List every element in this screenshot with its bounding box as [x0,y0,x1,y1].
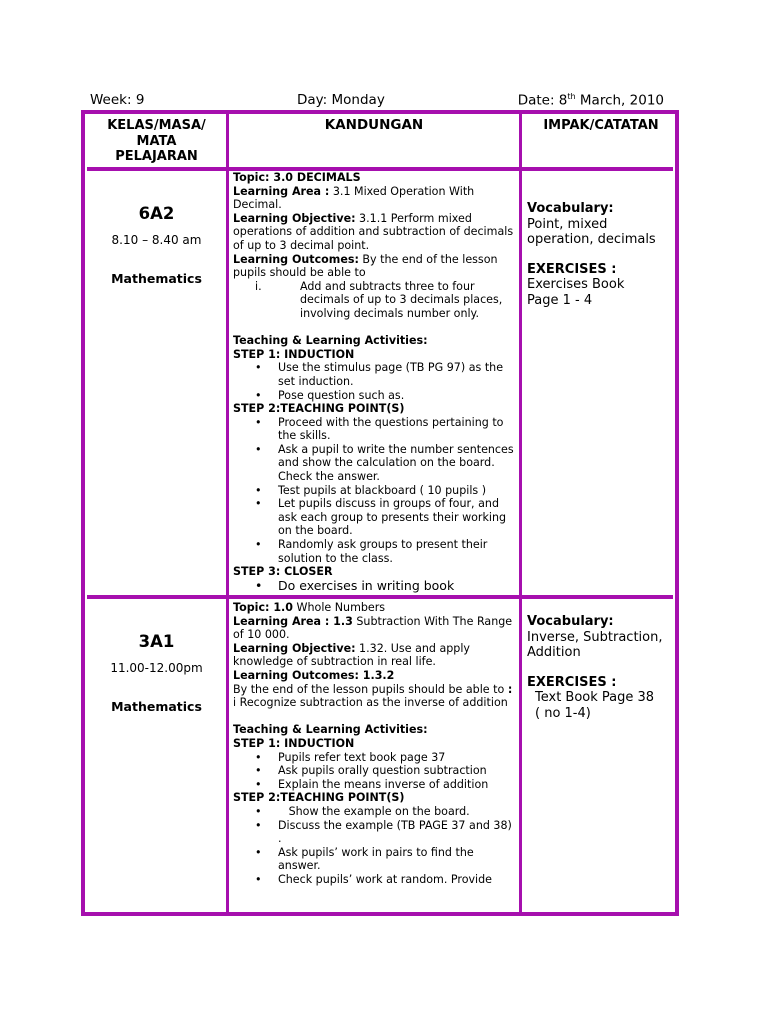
step-title: STEP 1: INDUCTION [233,347,355,361]
step-list [233,805,515,887]
learning-area: Learning Area : 3.1 Mixed Operation With Decimal. [233,184,475,212]
list-item: • Proceed with the questions pertaining to the skills. [233,416,515,443]
outcome-item: i Recognize subtraction as the inverse of addition [233,696,508,710]
list-item: • Ask a pupil to write the number sentences and show the calculation on the board. Check the answer. [233,443,515,484]
week-label: Week: 9 [90,92,145,108]
learning-outcomes: Learning Outcomes: By the end of the lesson pupils should be able to [233,252,498,280]
lesson-plan-table [81,110,679,916]
column-divider [226,114,229,912]
day-label: Day: Monday [297,92,385,108]
exercises-line: Text Book Page 38 [535,690,655,705]
list-item: • Pose question such as. [233,389,515,403]
vocabulary-label: Vocabulary: [527,201,614,216]
exercises-label: EXERCISES : [527,261,617,277]
outcomes-intro: By the end of the lesson pupils should be able to : [233,682,513,696]
step-list [233,751,515,792]
exercises-line: Exercises Book [527,277,625,292]
class-time: 11.00-12.00pm [110,661,203,675]
vocabulary-text: Point, mixed operation, decimals [527,216,656,247]
row2-content-cell [233,601,515,912]
class-name: 3A1 [138,632,175,651]
list-item: • Ask pupils orally question subtraction [233,764,515,778]
tla-heading: Teaching & Learning Activities: [233,723,428,737]
subject-name: Mathematics [111,699,202,714]
class-time: 8.10 – 8.40 am [111,233,202,247]
learning-objective: Learning Objective: 1.32. Use and apply knowledge of subtraction in real life. [233,641,470,669]
header-kelas: KELAS/MASA/ MATA PELAJARAN [107,118,206,164]
exercises-label: EXERCISES : [527,674,617,690]
row1-class-cell [91,204,222,286]
outcome-item: i. Add and subtracts three to four decimals of up to 3 decimals places, involving decimals number only. [255,279,503,320]
header-kandungan: KANDUNGAN [324,118,424,133]
step-title: STEP 2:TEACHING POINT(S) [233,791,405,805]
list-item: • Check pupils’ work at random. Provide [233,873,515,887]
step-title: STEP 3: CLOSER [233,565,333,579]
exercises-line: Page 1 - 4 [527,292,593,308]
class-name: 6A2 [138,204,175,223]
page-header [90,92,664,110]
exercises-line: ( no 1-4) [535,705,591,721]
header-impak: IMPAK/CATATAN [543,118,659,133]
vocabulary-text: Inverse, Subtraction, Addition [527,629,663,660]
row-divider [87,595,673,599]
row1-notes-cell [527,201,675,308]
date-label: Date: 8th March, 2010 [517,92,664,109]
step-list [233,361,515,402]
subject-name: Mathematics [111,271,202,286]
step-title: STEP 1: INDUCTION [233,736,355,750]
list-item: • Randomly ask groups to present their solution to the class. [233,538,515,565]
list-item: • Pupils refer text book page 37 [233,751,515,765]
step-list [233,416,515,566]
topic-line: Topic: 1.0 Whole Numbers [233,601,386,614]
list-item: • Let pupils discuss in groups of four, and ask each group to presents their working on the board. [233,497,515,538]
list-item: • Explain the means inverse of addition [233,778,515,792]
list-item: • Use the stimulus page (TB PG 97) as the set induction. [233,361,515,388]
list-item: • Discuss the example (TB PAGE 37 and 38) . [233,819,515,846]
step-list [233,579,515,593]
vocabulary-label: Vocabulary: [527,614,614,629]
list-item: • Show the example on the board. [233,805,515,819]
list-item: • Test pupils at blackboard ( 10 pupils ) [233,484,515,498]
step-title: STEP 2:TEACHING POINT(S) [233,402,405,416]
list-item: • Do exercises in writing book [233,579,515,593]
list-item: • Ask pupils’ work in pairs to find the answer. [233,846,515,873]
learning-area: Learning Area : 1.3 Subtraction With The Range of 10 000. [233,614,513,642]
tla-heading: Teaching & Learning Activities: [233,334,428,348]
learning-objective: Learning Objective: 3.1.1 Perform mixed operations of addition and subtraction of decimals of up to 3 decimal point. [233,211,514,252]
row1-content-cell [233,171,515,595]
row2-notes-cell [527,614,675,721]
learning-outcomes: Learning Outcomes: 1.3.2 [233,668,395,682]
row2-class-cell [91,632,222,714]
topic-line: Topic: 3.0 DECIMALS [233,171,361,184]
column-divider [519,114,522,912]
